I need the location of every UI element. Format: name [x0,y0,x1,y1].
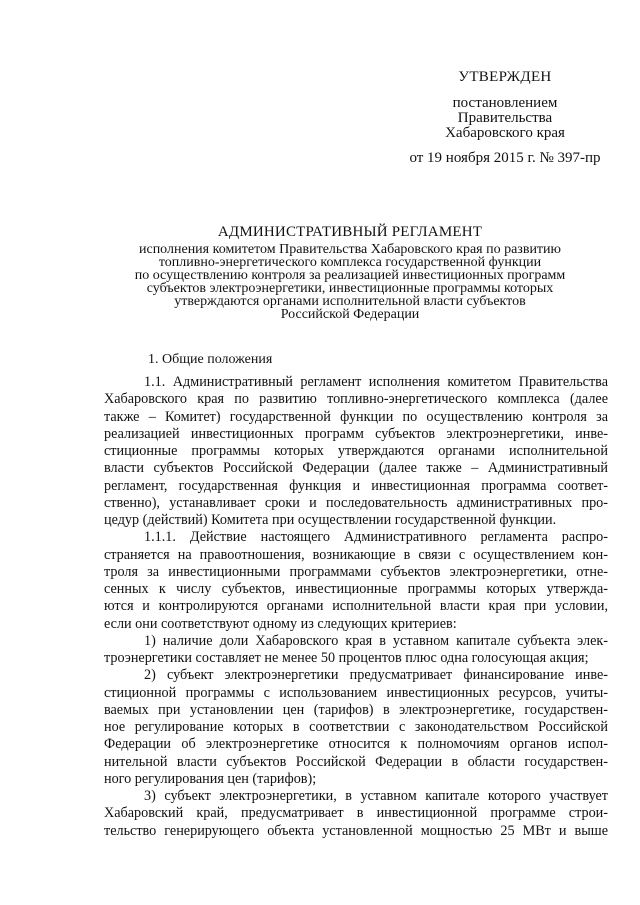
section-heading: 1. Общие положения [148,352,273,367]
subtitle-line: по осуществлению контроля за реализацией инвестиционных программ [134,268,566,283]
body-line: ственно), устанавливает сроки и последовательность административных про- [104,494,608,511]
approval-heading: УТВЕРЖДЕН [458,69,552,85]
body-line: 1.1.1. Действие настоящего Административного регламента распро- [144,529,608,546]
subtitle-line: Российской Федерации [280,307,420,322]
body-line: тельство генерирующего объекта установленной мощностью 25 МВт и выше [104,822,608,839]
subtitle-line: топливно-энергетического комплекса государственной функции [158,255,542,270]
body-line: 3) субъект электроэнергетики, в уставном капитале которого участвует [144,788,608,804]
subtitle-line: исполнения комитетом Правительства Хабаровского края по развитию [138,242,562,257]
body-line: троэнергетики составляет не менее 50 процентов плюс одна голосующая акция; [104,650,589,666]
body-line: если они соответствуют одному из следующих критериев: [104,615,457,632]
body-line: 1.1. Административный регламент исполнения комитетом Правительства [144,374,608,390]
body-line: 2) субъект электроэнергетики предусматривает финансирование инве- [144,667,608,684]
body-line: также – Комитет) государственной функции по осуществлению контроля за [104,408,608,425]
subtitle-line: утверждаются органами исполнительной власти субъектов [174,294,526,309]
body-line: цедур (действий) Комитета при осуществлении государственной функции. [104,512,557,528]
approval-line: Хабаровского края [445,125,565,141]
body-line: Хабаровского края по развитию топливно-энергетического комплекса (далее [104,391,608,408]
body-line: сенных к числу субъектов, инвестиционные программы которых утвержда- [104,581,608,597]
approval-date: от 19 ноября 2015 г. № 397-пр [409,150,601,166]
body-line: стиционной программы с использованием инвестиционных ресурсов, учиты- [104,684,608,701]
approval-line: Правительства [457,110,553,126]
body-line: Хабаровский край, предусматривает в инвестиционной программе строи- [104,805,608,822]
approval-stamp-block [395,70,615,166]
body-line: реализацией инвестиционных программ субъектов электроэнергетики, инве- [104,425,608,442]
body-line: ного регулирования цен (тарифов); [104,770,317,787]
approval-line: постановлением [452,95,558,111]
document-subtitle [110,243,590,321]
body-line: ное регулирование которых в соответствии с законодательством Российской [104,719,608,735]
subtitle-line: субъектов электроэнергетики, инвестиционные программы которых [146,281,554,296]
body-line: нительной власти субъектов Российской Федерации в области государствен- [104,753,608,770]
document-title: АДМИНИСТРАТИВНЫЙ РЕГЛАМЕНТ [217,224,483,240]
body-line: ваемых при установлении цен (тарифов) в электроэнергетике, государствен- [104,701,608,718]
body-line: Федерации об электроэнергетике относится к полномочиям органов испол- [104,736,608,753]
document-body [104,374,608,840]
body-line: власти субъектов Российской Федерации (далее также – Административный [104,460,608,477]
body-line: троля за инвестиционными программами субъектов электроэнергетики, отне- [104,563,608,580]
body-line: 1) наличие доли Хабаровского края в уставном капитале субъекта элек- [144,632,608,649]
body-line: ются и контролируются органами исполнительной власти края при условии, [104,598,608,615]
body-line: страняется на правоотношения, возникающие в связи с осуществлением кон- [104,546,608,563]
body-line: стиционные программы которых утверждаются органами исполнительной [104,443,608,459]
body-line: регламент, государственная функция и инвестиционная программа соответ- [104,477,608,494]
